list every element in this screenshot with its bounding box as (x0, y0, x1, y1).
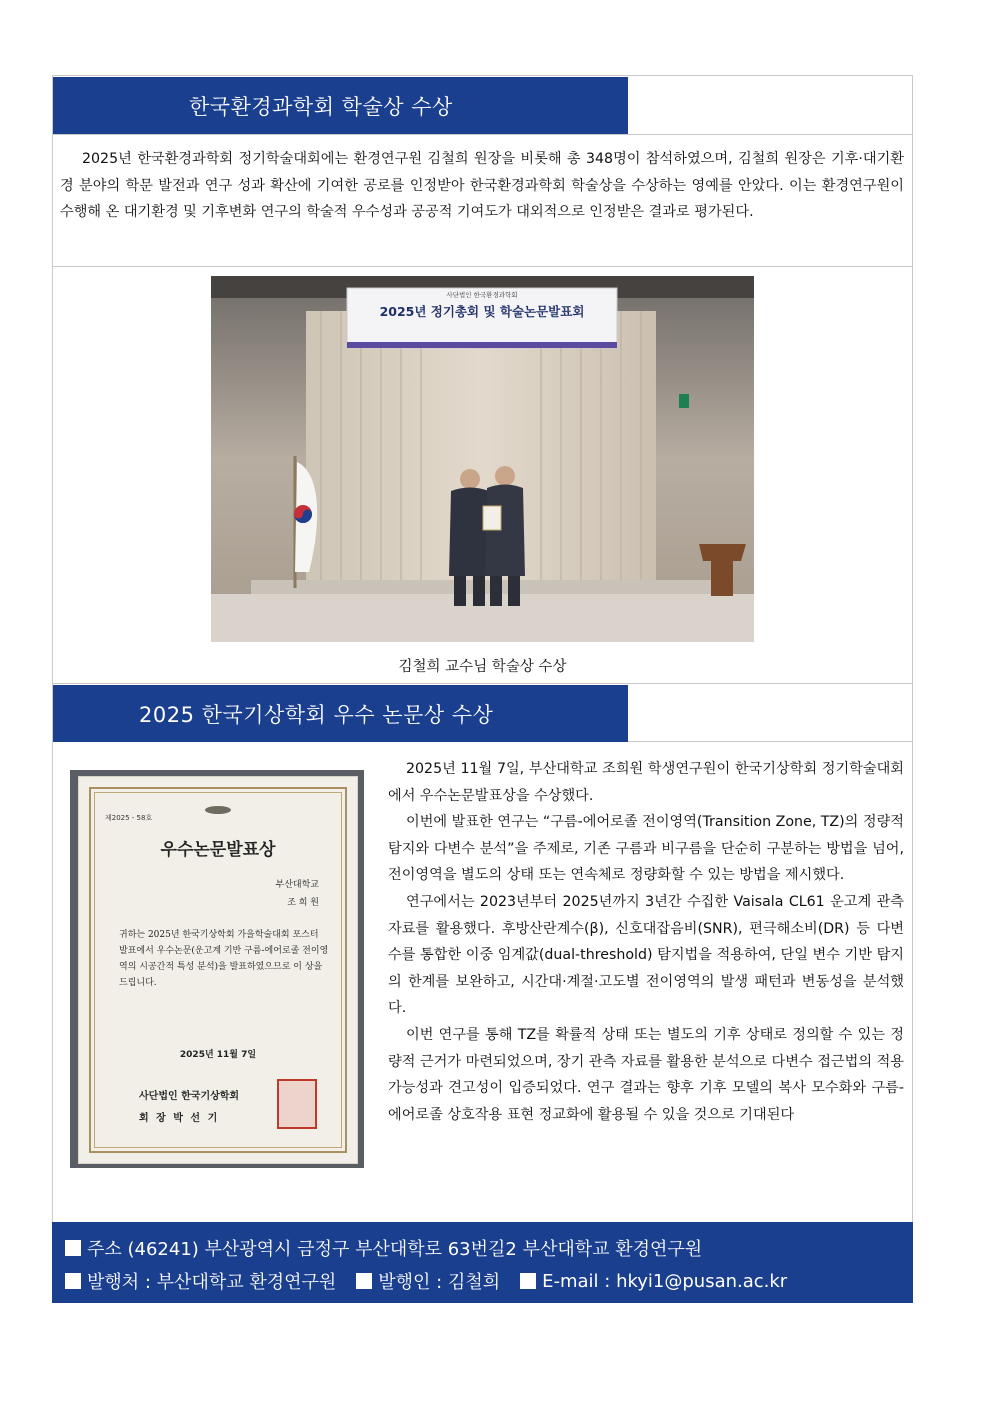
checkbox-icon (65, 1240, 81, 1256)
award-ceremony-photo (211, 276, 754, 642)
section1-title: 한국환경과학회 학술상 수상 (189, 94, 453, 119)
section2-paragraph: 2025년 11월 7일, 부산대학교 조희원 학생연구원이 한국기상학회 정기학술대회에서 우수논문발표상을 수상했다. (388, 761, 904, 804)
footer (52, 1222, 913, 1303)
banner-title: 2025년 정기총회 및 학술논문발표회 (379, 304, 585, 319)
photo-caption: 김철희 교수님 학술상 수상 (398, 659, 567, 675)
checkbox-icon (520, 1273, 536, 1289)
cert-issuer: 사단법인 한국기상학회 (139, 1091, 240, 1102)
official-seal-stamp (277, 1079, 317, 1129)
section2-title: 2025 한국기상학회 우수 논문상 수상 (139, 702, 494, 727)
section1-body: 2025년 한국환경과학회 정기학술대회에는 환경연구원 김철희 원장을 비롯해 총 348명이 참석하였으며, 김철희 원장은 기후·대기환경 분야의 학문 발전과 연구 성과 확산에 기여한 공로를 인정받아 한국환경과학회 학술상을 수상하는 영예를 안았다. 이는 환경연구원이 수행해 온 대기환경 및 기후변화 연구의 학술적 우수성과 공공적 기여도가 대외적으로 인정받은 결과로 평가된다. (60, 151, 904, 221)
cert-president: 회 장 박 선 기 (139, 1113, 220, 1124)
ceremony-illustration (211, 276, 754, 642)
society-emblem-icon (205, 806, 231, 814)
section2-paragraph: 이번 연구를 통해 TZ를 확률적 상태 또는 별도의 기후 상태로 정의할 수 있는 정량적 근거가 마련되었으며, 장기 관측 자료를 활용한 분석으로 다변수 접근법의 적용 가능성과 견고성이 입증되었다. 연구 결과는 향후 기후 모델의 복사 모수화와 구름-에어로졸 상호작용 표현 정교화에 활용될 수 있을 것으로 기대된다 (388, 1026, 904, 1123)
cert-body: 귀하는 2025년 한국기상학회 가을학술대회 포스터 발표에서 우수논문(운고계 기반 구름-에어로졸 전이영역의 시공간적 특성 분석)을 발표하였으므로 이 상을 드립니다. (119, 930, 329, 988)
section2-paragraph: 연구에서는 2023년부터 2025년까지 3년간 수집한 Vaisala CL61 운고계 관측 자료를 활용했다. 후방산란계수(β), 신호대잡음비(SNR), 편극해소비(DR) 등 다변수를 통합한 이중 임계값(dual-threshold) 탐지법을 적용하여, 단일 변수 기반 탐지의 한계를 보완하고, 시간대·계절·고도별 전이영역의 발생 패턴과 변동성을 분석했다. (388, 893, 904, 1017)
footer-issuer: 발행인 : 김철희 (378, 1272, 501, 1293)
footer-info-row (65, 1268, 787, 1294)
certificate-paper (78, 776, 358, 1164)
cert-date: 2025년 11월 7일 (179, 1050, 257, 1060)
footer-email[interactable]: E-mail : hkyi1@pusan.ac.kr (542, 1270, 788, 1292)
divider (52, 134, 913, 135)
cert-title: 우수논문발표상 (160, 840, 276, 860)
banner-org: 사단법인 한국환경과학회 (446, 291, 518, 299)
cert-affiliation: 부산대학교 (275, 880, 319, 890)
certificate-in-hand (483, 506, 501, 530)
cert-number: 제2025 - 58호 (105, 814, 153, 822)
footer-address-row (65, 1235, 702, 1261)
section2-header (53, 685, 628, 742)
cert-recipient: 조 희 원 (287, 898, 319, 908)
section1-header (53, 77, 628, 134)
certificate-photo (70, 770, 364, 1168)
divider (52, 683, 913, 684)
footer-address: 주소 (46241) 부산광역시 금정구 부산대학로 63번길2 부산대학교 환경연구원 (87, 1239, 703, 1260)
footer-publisher: 발행처 : 부산대학교 환경연구원 (87, 1272, 337, 1293)
checkbox-icon (356, 1273, 372, 1289)
section2-paragraph: 이번에 발표한 연구는 “구름-에어로졸 전이영역(Transition Zone, TZ)의 정량적 탐지와 다변수 분석”을 주제로, 기존 구름과 비구름을 단순히 구분하는 방법을 넘어, 전이영역을 별도의 상태 또는 연속체로 정량화할 수 있는 방법을 제시했다. (388, 814, 904, 884)
divider (52, 266, 913, 267)
checkbox-icon (65, 1273, 81, 1289)
section2-text (388, 756, 904, 1128)
